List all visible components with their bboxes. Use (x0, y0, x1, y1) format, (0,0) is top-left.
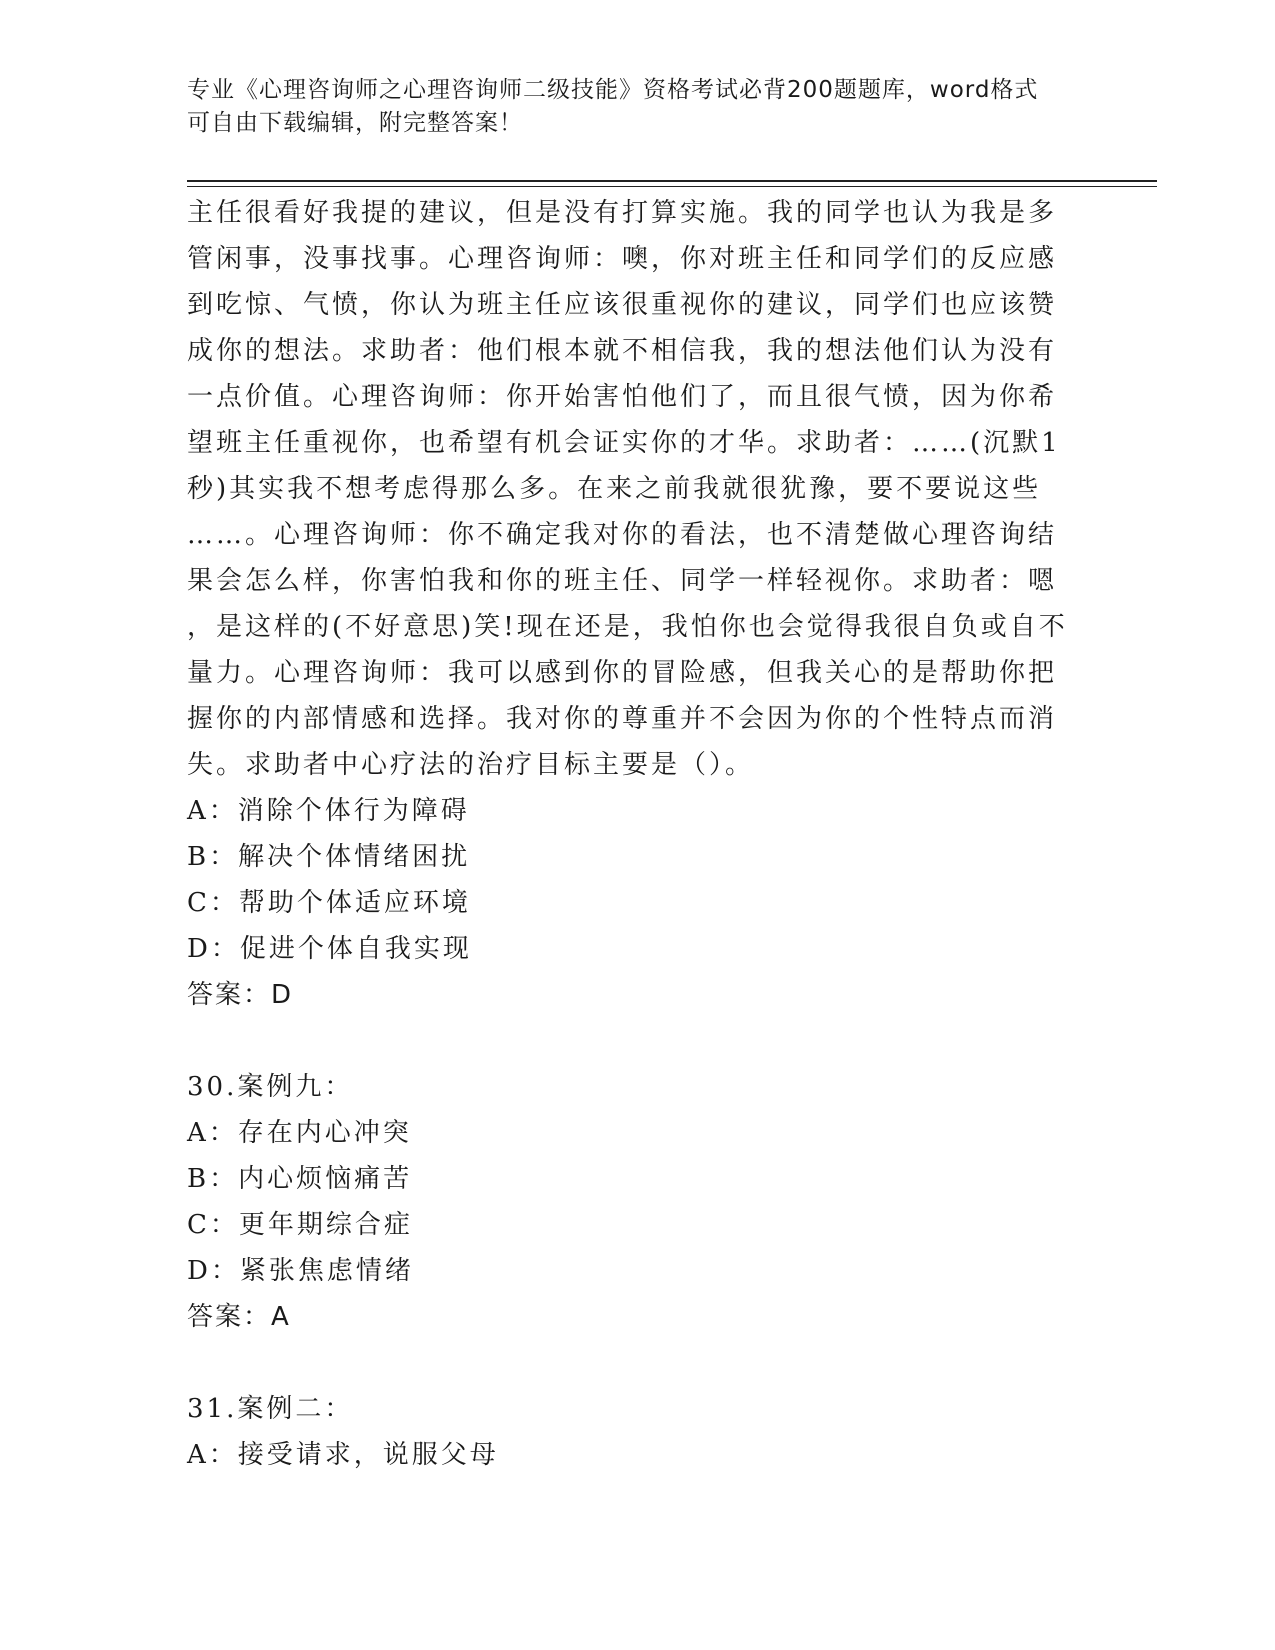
question-title: 30.案例九： (187, 1072, 354, 1102)
passage-line: 主任很看好我提的建议，但是没有打算实施。我的同学也认为我是多 (187, 198, 1058, 228)
passage-line: 到吃惊、气愤，你认为班主任应该很重视你的建议，同学们也应该赞 (187, 290, 1058, 320)
option-a: A：接受请求，说服父母 (187, 1440, 499, 1470)
option-c: C：更年期综合症 (187, 1210, 413, 1240)
document-body (187, 190, 1087, 1478)
passage-line: 成你的想法。求助者：他们根本就不相信我，我的想法他们认为没有 (187, 336, 1058, 366)
passage-line: 失。求助者中心疗法的治疗目标主要是（）。 (187, 750, 755, 780)
header-title-line-1: 专业《心理咨询师之心理咨询师二级技能》资格考试必背200题题库，word格式 (187, 77, 1039, 103)
option-a: A：存在内心冲突 (187, 1118, 412, 1148)
answer-line: 答案：D (187, 980, 294, 1010)
passage-line: 管闲事，没事找事。心理咨询师：噢，你对班主任和同学们的反应感 (187, 244, 1058, 274)
answer-line: 答案：A (187, 1302, 291, 1332)
header-divider-thin (187, 186, 1157, 187)
passage-line: ……。心理咨询师：你不确定我对你的看法，也不清楚做心理咨询结 (187, 520, 1058, 550)
passage-line: 果会怎么样，你害怕我和你的班主任、同学一样轻视你。求助者：嗯 (187, 566, 1058, 596)
option-d: D：促进个体自我实现 (187, 934, 472, 964)
spacer (187, 1340, 1087, 1386)
question-31 (187, 1386, 1087, 1478)
passage-line: 握你的内部情感和选择。我对你的尊重并不会因为你的个性特点而消 (187, 704, 1058, 734)
question-passage (187, 190, 1087, 788)
question-30 (187, 1064, 1087, 1340)
spacer (187, 1018, 1087, 1064)
option-d: D：紧张焦虑情绪 (187, 1256, 414, 1286)
passage-line: 一点价值。心理咨询师：你开始害怕他们了，而且很气愤，因为你希 (187, 382, 1058, 412)
passage-line: ，是这样的(不好意思)笑!现在还是，我怕你也会觉得我很自负或自不 (187, 612, 1068, 642)
option-b: B：解决个体情绪困扰 (187, 842, 471, 872)
option-a: A：消除个体行为障碍 (187, 796, 470, 826)
page-header (187, 74, 1067, 140)
passage-line: 秒)其实我不想考虑得那么多。在来之前我就很犹豫，要不要说这些 (187, 474, 1042, 504)
passage-line: 量力。心理咨询师：我可以感到你的冒险感，但我关心的是帮助你把 (187, 658, 1058, 688)
option-c: C：帮助个体适应环境 (187, 888, 471, 918)
header-title-line-2: 可自由下载编辑，附完整答案！ (187, 110, 523, 136)
option-b: B：内心烦恼痛苦 (187, 1164, 413, 1194)
question-title: 31.案例二： (187, 1394, 354, 1424)
passage-options (187, 788, 1087, 972)
passage-line: 望班主任重视你，也希望有机会证实你的才华。求助者：……(沉默1 (187, 428, 1061, 458)
header-divider-thick (187, 180, 1157, 182)
